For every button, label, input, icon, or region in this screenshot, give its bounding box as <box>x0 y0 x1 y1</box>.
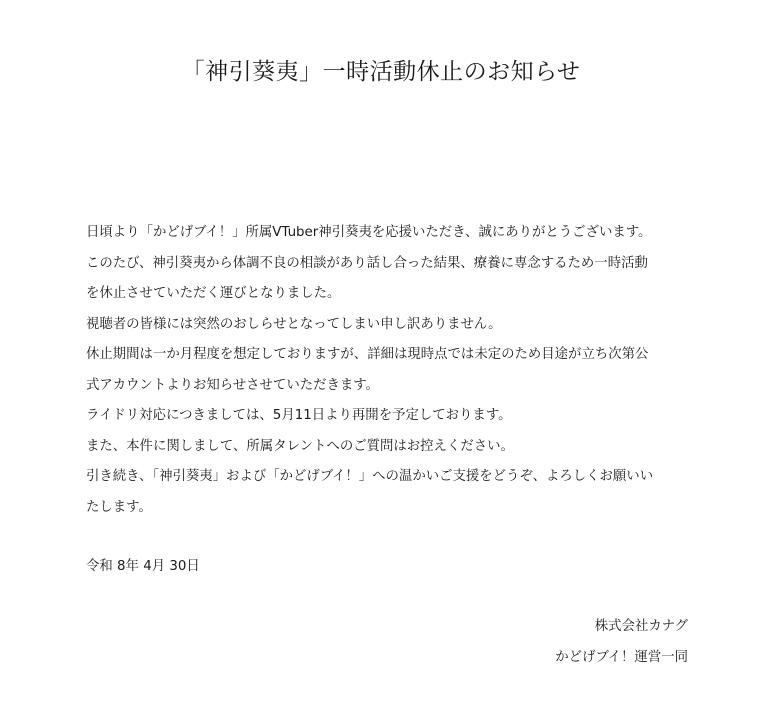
notice-line: 引き続き、「神引葵夷」および「かどげブイ！」への温かいご支援をどうぞ、よろしくお願いい <box>86 469 654 484</box>
notice-line: このたび、神引葵夷から体調不良の相談があり話し合った結果、療養に専念するため一時活動 <box>86 255 648 271</box>
notice-line: また、本件に関しまして、所属タレントへのご質問はお控えください。 <box>86 438 514 454</box>
notice-body <box>86 218 706 523</box>
notice-date: 令和 8年 4月 30日 <box>86 559 200 574</box>
notice-line: 視聴者の皆様には突然のおしらせとなってしまい申し訳ありません。 <box>86 316 502 332</box>
notice-line: たします。 <box>86 499 152 515</box>
company-signature: 株式会社カナグ <box>594 619 688 634</box>
team-signature: かどげブイ！運営一同 <box>555 650 688 665</box>
notice-line: 式アカウントよりお知らせさせていただきます。 <box>86 377 379 393</box>
notice-line: ライドリ対応につきましては、5月11日より再開を予定しております。 <box>86 408 512 423</box>
notice-line: 日頃より「かどげブイ！」所属VTuber神引葵夷を応援いただき、誠にありがとうございます。 <box>86 225 652 240</box>
notice-line: を休止させていただく運びとなりました。 <box>86 286 341 301</box>
notice-line: 休止期間は一か月程度を想定しておりますが、詳細は現時点では未定のため目途が立ち次第公 <box>86 347 649 362</box>
notice-title: 「神引葵夷」一時活動休止のお知らせ <box>181 59 581 85</box>
